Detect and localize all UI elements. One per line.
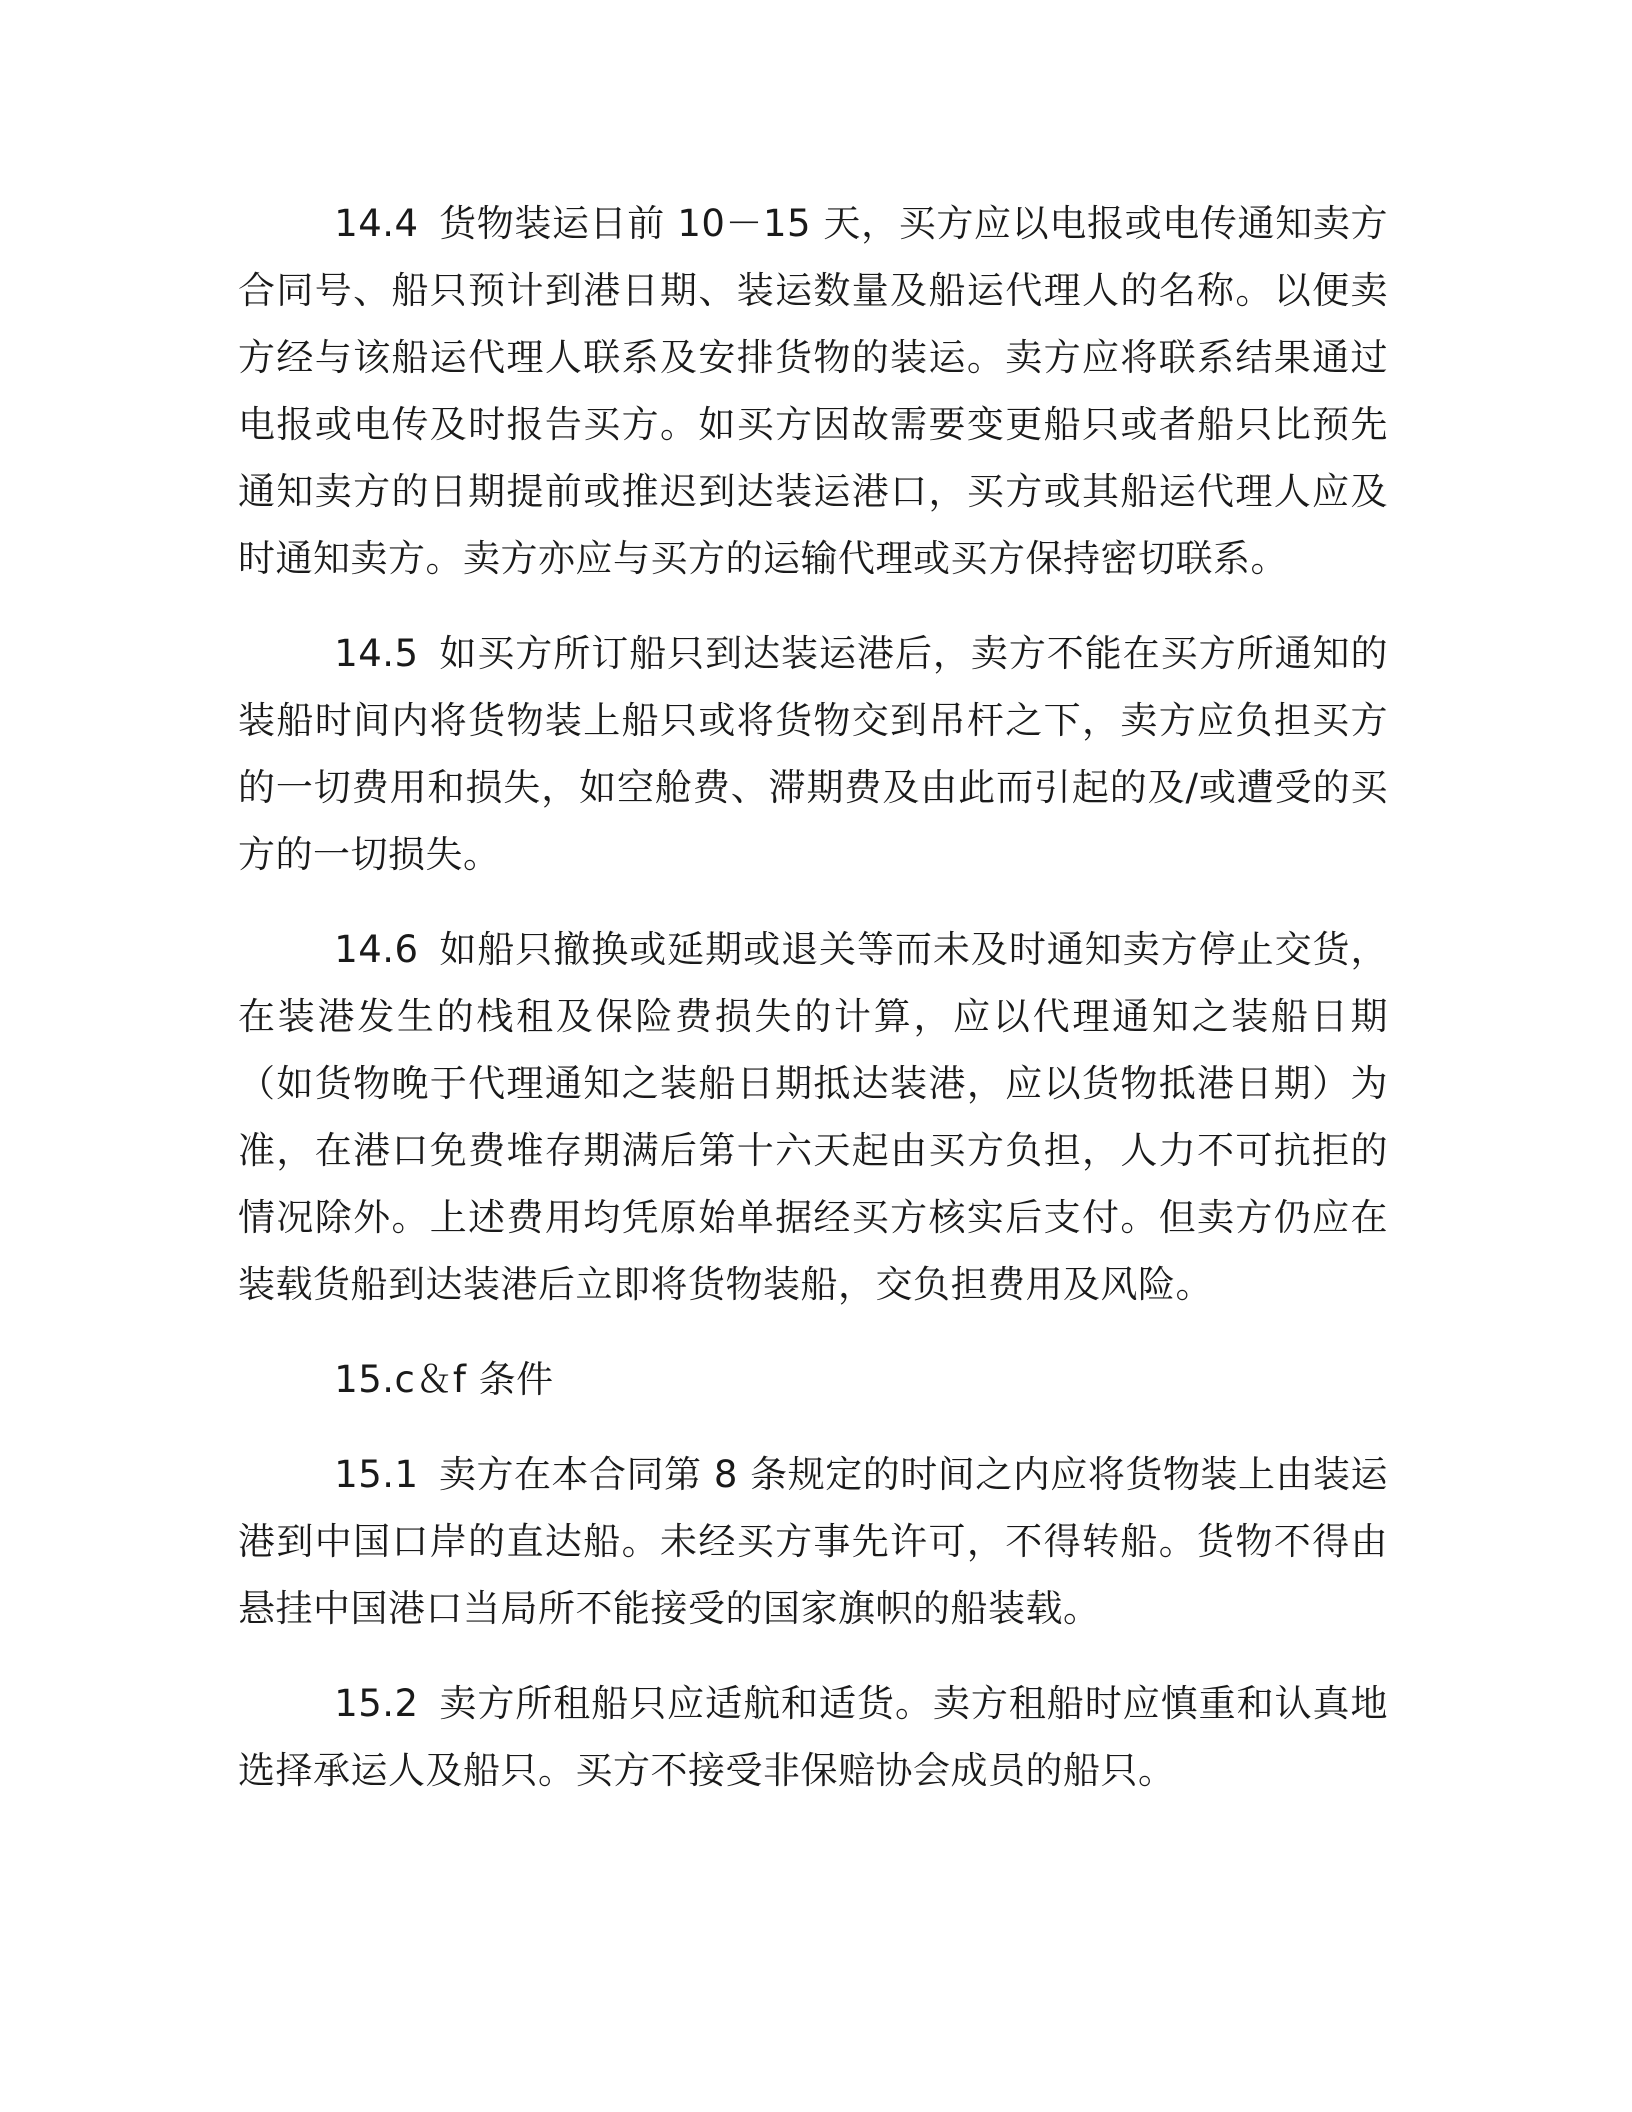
clause-14-6 [238, 916, 1388, 1318]
clause-text: 卖方在本合同第 8 条规定的时间之内应将货物装上由装运港到中国口岸的直达船。未经买方事先许可，不得转船。货物不得由悬挂中国港口当局所不能接受的国家旗帜的船装载。 [238, 1453, 1388, 1630]
clause-14-5 [238, 620, 1388, 888]
clause-text: 如买方所订船只到达装运港后，卖方不能在买方所通知的装船时间内将货物装上船只或将货物交到吊杆之下，卖方应负担买方的一切费用和损失，如空舱费、滞期费及由此而引起的及/或遭受的买方的一切损失。 [238, 632, 1388, 876]
document-body [238, 190, 1388, 1832]
clause-number: 14.4 [334, 202, 419, 245]
clause-15-1 [238, 1441, 1388, 1642]
clause-text: 如船只撤换或延期或退关等而未及时通知卖方停止交货，在装港发生的栈租及保险费损失的计算，应以代理通知之装船日期（如货物晚于代理通知之装船日期抵达装港，应以货物抵港日期）为准，在港口免费堆存期满后第十六天起由买方负担，人力不可抗拒的情况除外。上述费用均凭原始单据经买方核实后支付。但卖方仍应在装载货船到达装港后立即将货物装船，交负担费用及风险。 [238, 928, 1388, 1306]
clause-14-4 [238, 190, 1388, 592]
section-heading-15 [238, 1346, 1388, 1413]
clause-number: 14.6 [334, 928, 419, 971]
clause-number: 15.2 [334, 1682, 419, 1725]
clause-text: 货物装运日前 10－15 天，买方应以电报或电传通知卖方合同号、船只预计到港日期、装运数量及船运代理人的名称。以便卖方经与该船运代理人联系及安排货物的装运。卖方应将联系结果通过电报或电传及时报告买方。如买方因故需要变更船只或者船只比预先通知卖方的日期提前或推迟到达装运港口，买方或其船运代理人应及时通知卖方。卖方亦应与买方的运输代理或买方保持密切联系。 [238, 202, 1388, 580]
clause-number: 15.1 [334, 1453, 419, 1496]
clause-text: 卖方所租船只应适航和适货。卖方租船时应慎重和认真地选择承运人及船只。买方不接受非保赔协会成员的船只。 [238, 1682, 1388, 1792]
clause-number: 14.5 [334, 632, 419, 675]
clause-15-2 [238, 1670, 1388, 1804]
section-heading-text: 15.c＆f 条件 [334, 1358, 554, 1401]
